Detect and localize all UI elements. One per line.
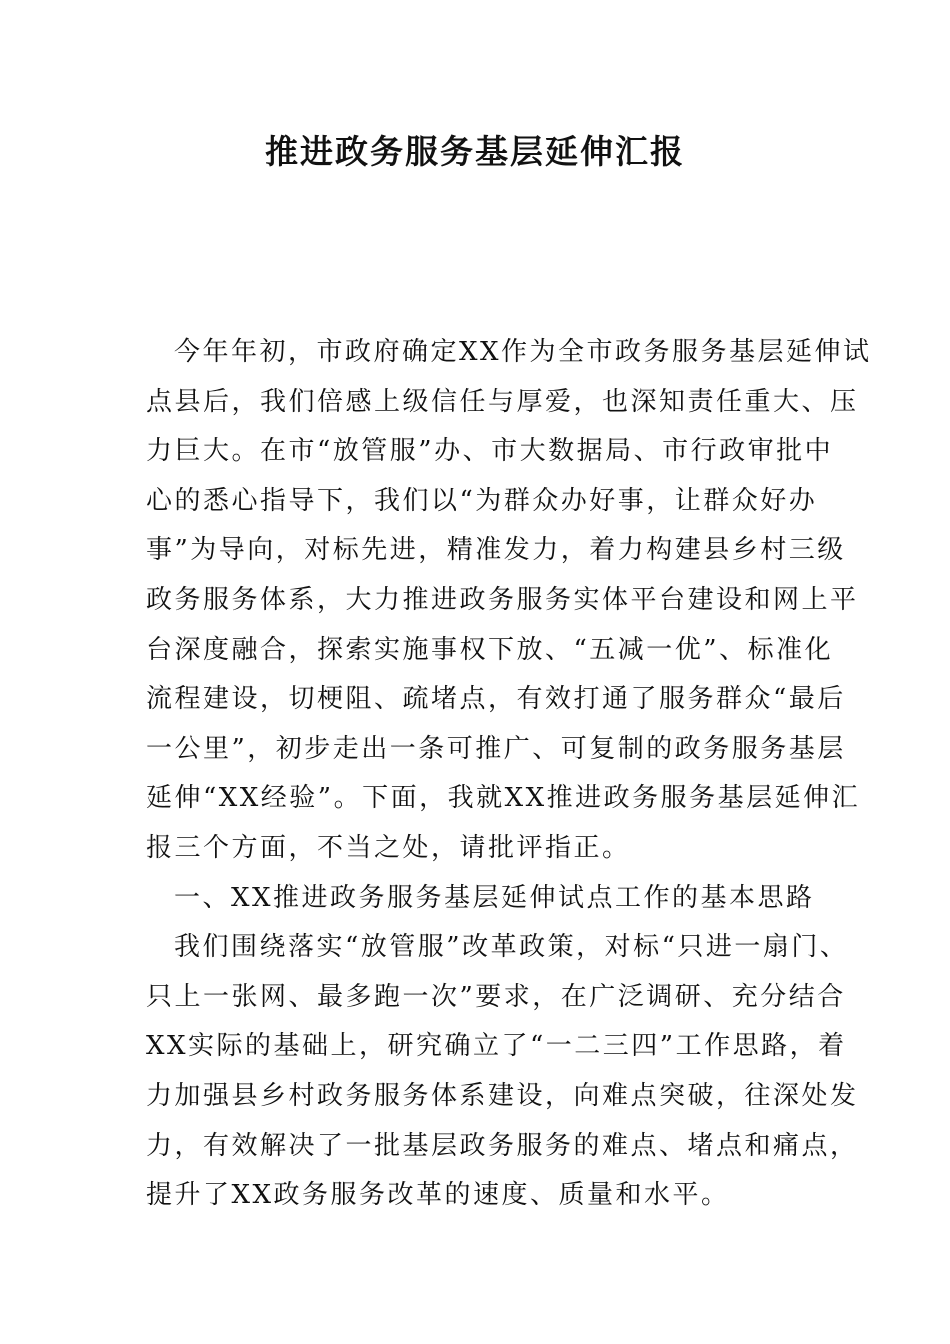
paragraph-1-line-1: 今年年初，市政府确定XX作为全市政务服务基层延伸试	[174, 337, 872, 367]
paragraph-1-line-10: 延伸“XX经验”。下面，我就XX推进政务服务基层延伸汇	[146, 783, 861, 814]
paragraph-1-line-4: 心的悉心指导下，我们以“为群众办好事，让群众好办	[146, 485, 818, 516]
document-body	[146, 328, 872, 1221]
paragraph-2-line-2: 只上一张网、最多跑一次”要求，在广泛调研、充分结合	[146, 981, 846, 1012]
paragraph-1-line-8: 流程建设，切梗阻、疏堵点，有效打通了服务群众“最后	[146, 684, 846, 715]
paragraph-1-line-3: 力巨大。在市“放管服”办、市大数据局、市行政审批中	[146, 436, 834, 467]
paragraph-1-line-2: 点县后，我们倍感上级信任与厚爱，也深知责任重大、压	[146, 386, 859, 417]
paragraph-1-line-5: 事”为导向，对标先进，精准发力，着力构建县乡村三级	[146, 535, 846, 566]
paragraph-2-line-5: 力，有效解决了一批基层政务服务的难点、堵点和痛点，	[146, 1130, 859, 1161]
paragraph-2-line-6: 提升了XX政务服务改革的速度、质量和水平。	[146, 1180, 730, 1211]
paragraph-1-line-9: 一公里”，初步走出一条可推广、可复制的政务服务基层	[146, 733, 846, 764]
paragraph-1-line-7: 台深度融合，探索实施事权下放、“五减一优”、标准化	[146, 634, 834, 665]
paragraph-1-line-11: 报三个方面，不当之处，请批评指正。	[146, 832, 631, 863]
paragraph-2-line-3: XX实际的基础上，研究确立了“一二三四”工作思路，着	[146, 1031, 847, 1062]
paragraph-1-line-6: 政务服务体系，大力推进政务服务实体平台建设和网上平	[146, 584, 859, 615]
paragraph-2-line-4: 力加强县乡村政务服务体系建设，向难点突破，往深处发	[146, 1080, 859, 1111]
section-heading-1: 一、XX推进政务服务基层延伸试点工作的基本思路	[174, 882, 815, 913]
document-title: 推进政务服务基层延伸汇报	[265, 132, 685, 171]
paragraph-2-line-1: 我们围绕落实“放管服”改革政策，对标“只进一扇门、	[174, 932, 849, 963]
